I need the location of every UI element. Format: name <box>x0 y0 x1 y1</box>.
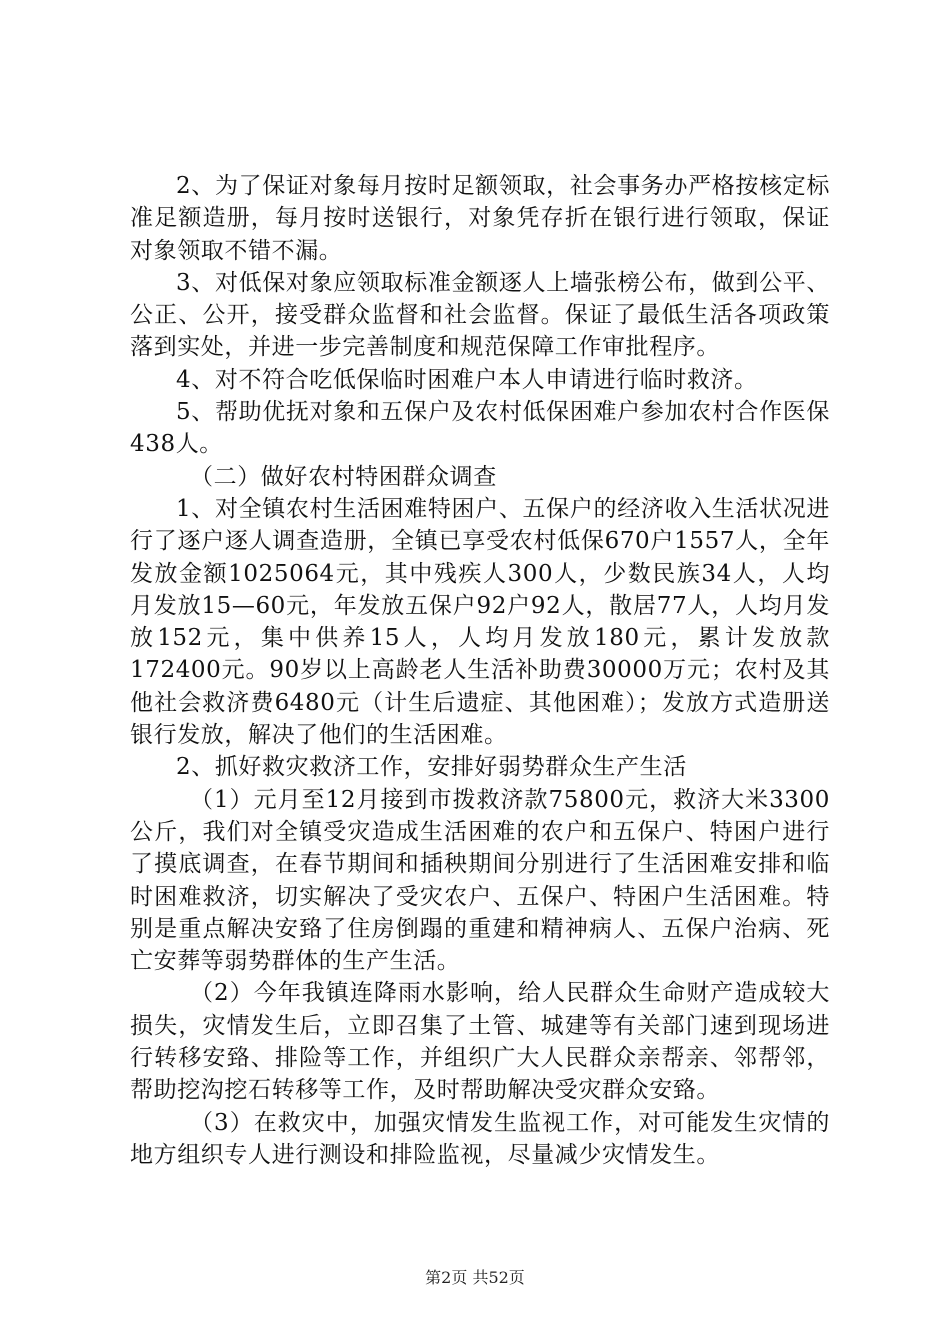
paragraph-survey-1: 1、对全镇农村生活困难特困户、五保户的经济收入生活状况进行了逐户逐人调查造册，全镇已享受农村低保670户1557人，全年发放金额1025064元，其中残疾人300人，少数民族34人，人均月发放15—60元，年发放五保户92户92人，散居77人，人均月发放152元，集中供养15人，人均月发放180元，累计发放款172400元。90岁以上高龄老人生活补助费30000万元；农村及其他社会救济费6480元（计生后遗症、其他困难）；发放方式造册送银行发放，解决了他们的生活困难。 <box>130 495 830 749</box>
paragraph-sub-3: （3）在救灾中，加强灾情发生监视工作，对可能发生灾情的地方组织专人进行测设和排险监视，尽量减少灾情发生。 <box>130 1109 830 1168</box>
paragraph-item-3: 3、对低保对象应领取标准金额逐人上墙张榜公布，做到公平、公正、公开，接受群众监督和社会监督。保证了最低生活各项政策落到实处，并进一步完善制度和规范保障工作审批程序。 <box>130 269 830 361</box>
page-number-footer: 第2页 共52页 <box>425 1268 525 1287</box>
paragraph-sub-2: （2）今年我镇连降雨水影响，给人民群众生命财产造成较大损失，灾情发生后，立即召集了土管、城建等有关部门速到现场进行转移安臵、排险等工作，并组织广大人民群众亲帮亲、邻帮邻，帮助挖沟挖石转移等工作，及时帮助解决受灾群众安臵。 <box>130 980 830 1104</box>
document-body <box>130 170 830 1171</box>
section-heading-2: （二）做好农村特困群众调查 <box>190 463 497 490</box>
paragraph-item-2: 2、为了保证对象每月按时足额领取，社会事务办严格按核定标准足额造册，每月按时送银行，对象凭存折在银行进行领取，保证对象领取不错不漏。 <box>130 173 830 264</box>
paragraph-item-4: 4、对不符合吃低保临时困难户本人申请进行临时救济。 <box>176 366 758 393</box>
paragraph-item-5: 5、帮助优抚对象和五保户及农村低保困难户参加农村合作医保438人。 <box>130 399 830 458</box>
paragraph-sub-1: （1）元月至12月接到市拨救济款75800元，救济大米3300公斤，我们对全镇受灾造成生活困难的农户和五保户、特困户进行了摸底调查，在春节期间和插秧期间分别进行了生活困难安排和临时困难救济，切实解决了受灾农户、五保户、特困户生活困难。特别是重点解决安臵了住房倒蹋的重建和精神病人、五保户治病、死亡安葬等弱势群体的生产生活。 <box>130 786 830 975</box>
paragraph-survey-2: 2、抓好救灾救济工作，安排好弱势群众生产生活 <box>176 754 687 781</box>
